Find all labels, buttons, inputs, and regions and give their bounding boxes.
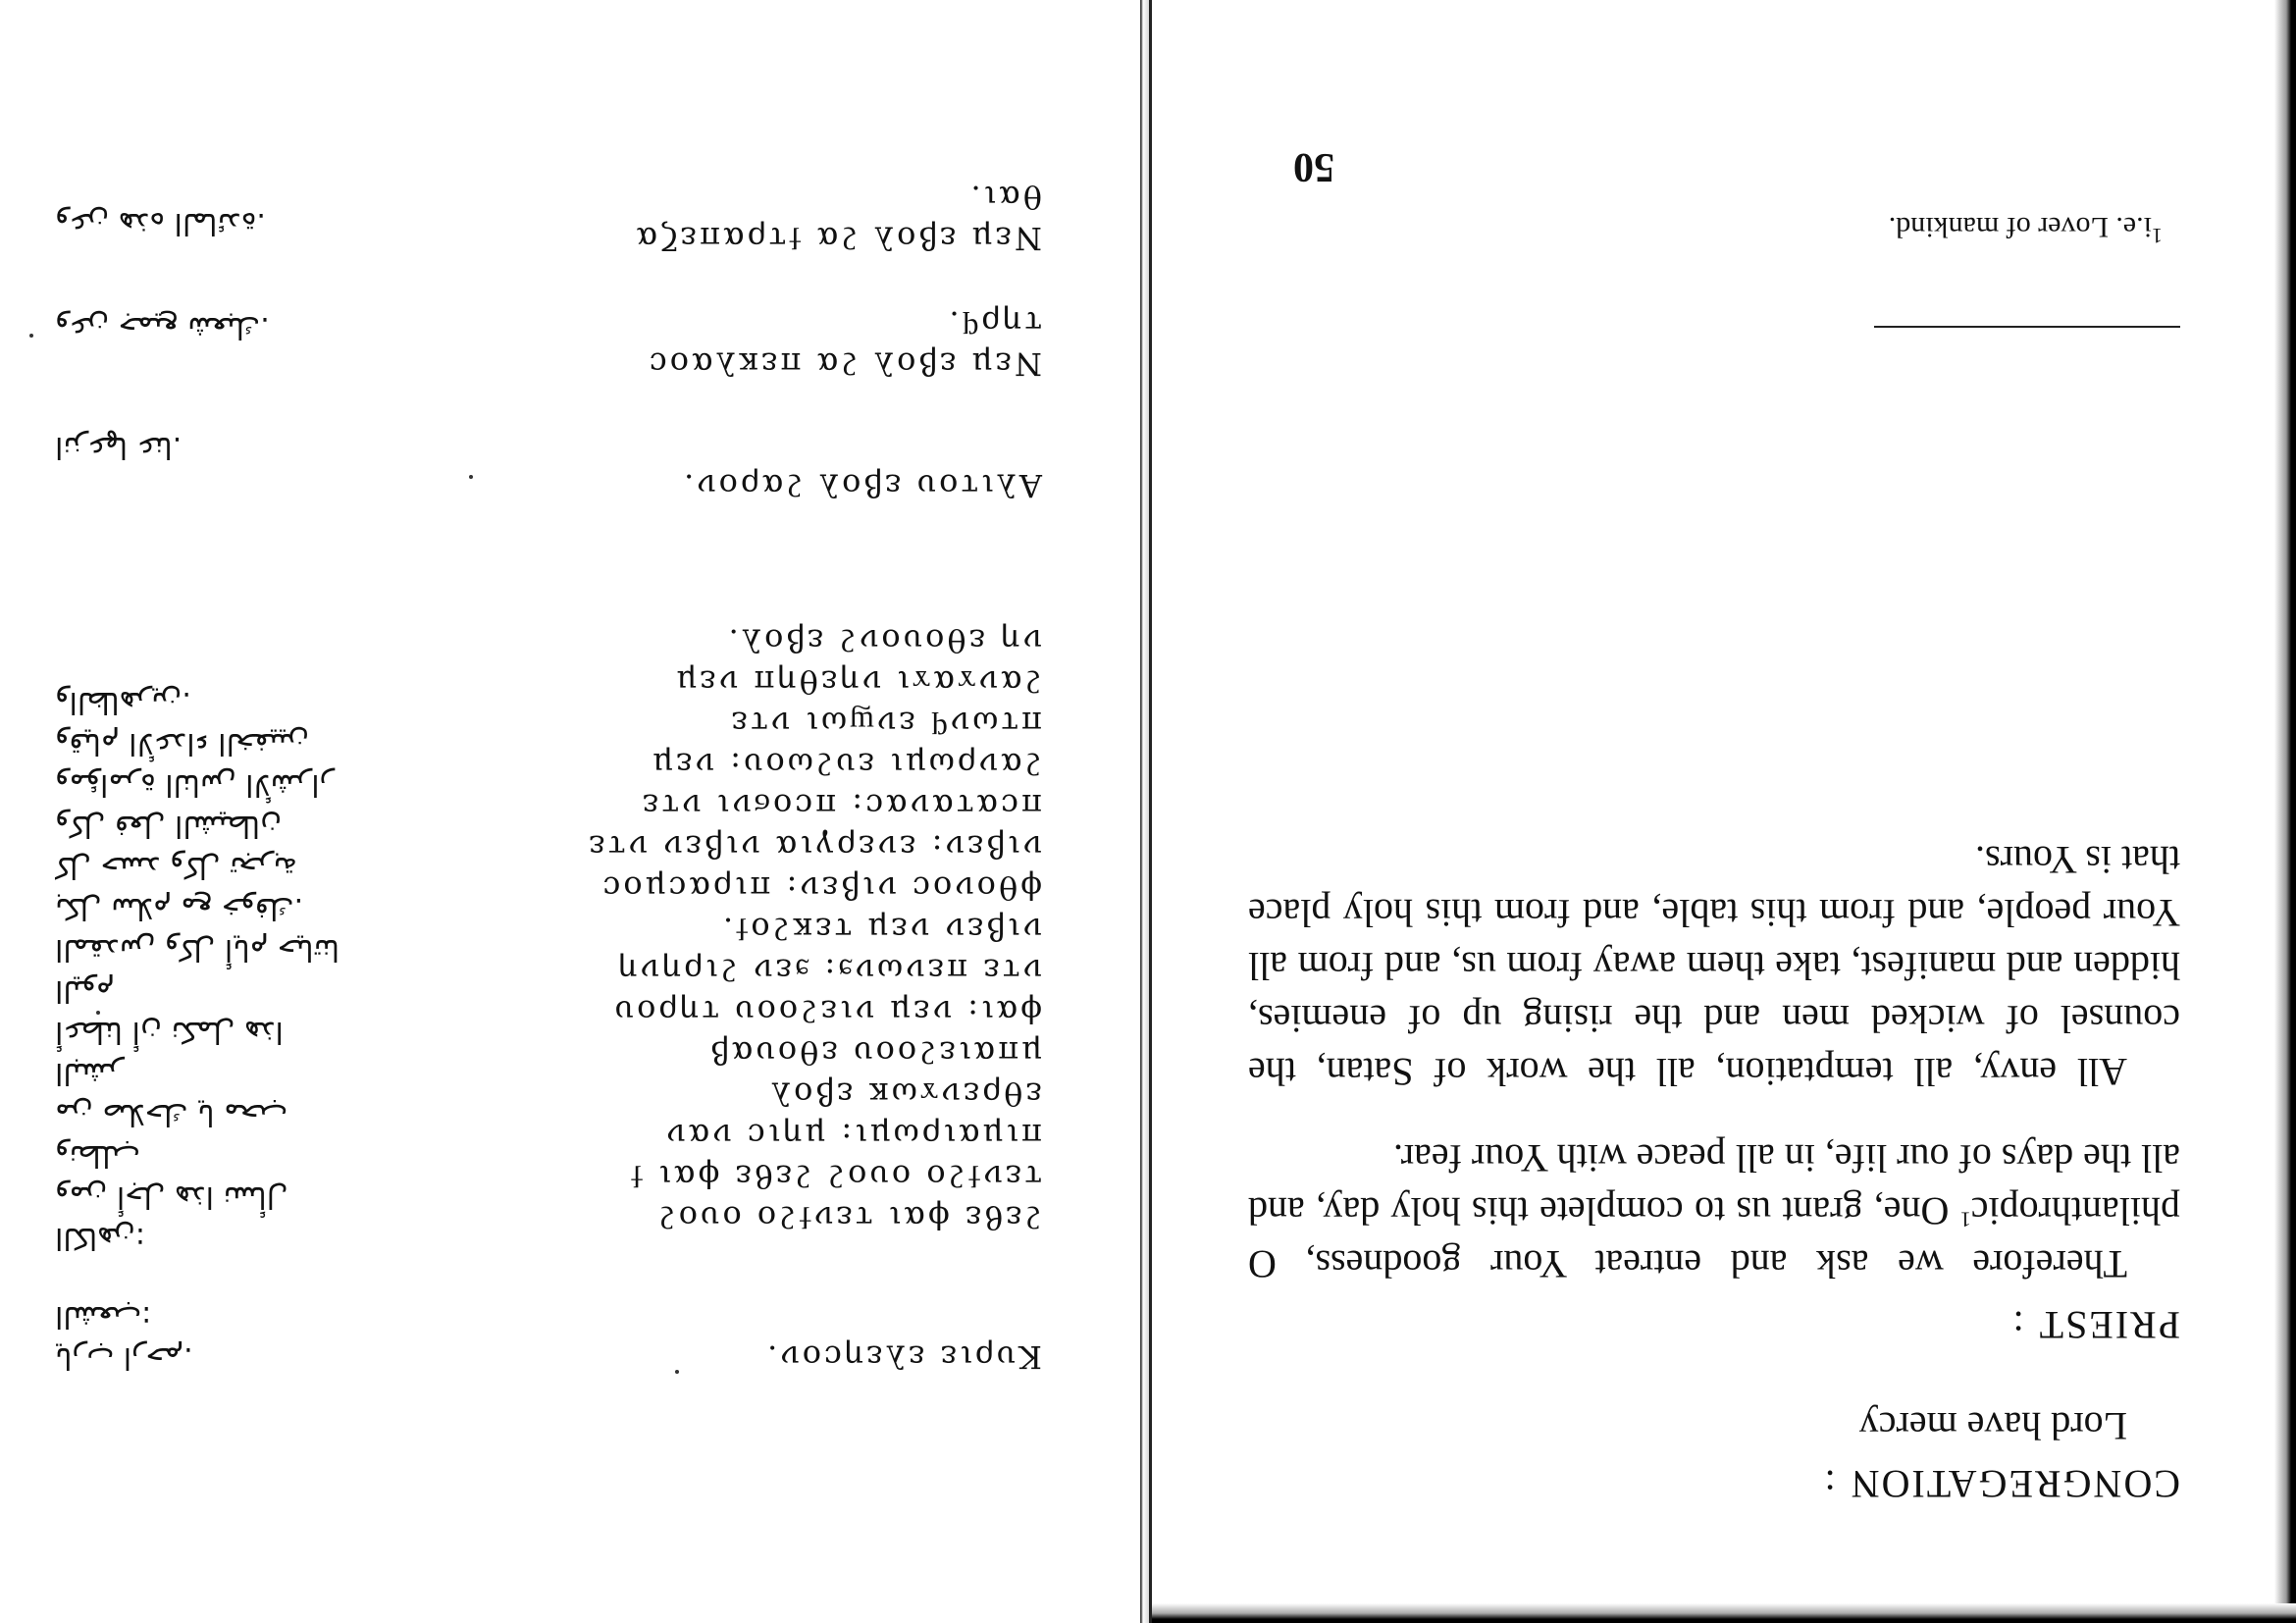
print-speck <box>469 475 473 479</box>
page-top-shadow <box>1148 1603 2296 1623</box>
paragraph-1-start: Therefore we ask and entreat Your goodness, O philanthropic <box>1248 1189 2180 1286</box>
coptic-line: ϩανρωμι ευϩωου: νεμ <box>650 746 1042 783</box>
congregation-response: Lord have mercy <box>1858 1404 2127 1448</box>
english-page <box>1148 0 2296 1623</box>
coptic-block-4 <box>493 302 1042 385</box>
arabic-line: والظاهرين. <box>55 685 191 719</box>
heading-colon: : <box>1822 1462 1836 1506</box>
arabic-line: من صلاحك يا محب البشر <box>55 1056 288 1131</box>
coptic-line: Νεμ εβολ ϩα πεκλαοc <box>646 345 1042 383</box>
print-speck <box>29 334 33 338</box>
arabic-line: وعن جميع شعبك. <box>55 310 270 344</box>
arabic-line: المقدس وكل أيام حياتنا <box>55 932 340 967</box>
priest-paragraph-1 <box>1248 1131 2180 1290</box>
print-speck <box>96 1011 100 1015</box>
arabic-block-5 <box>55 202 349 243</box>
arabic-block-1 <box>55 1295 349 1378</box>
coptic-arabic-page <box>0 0 1140 1623</box>
arabic-line: ومن أجل هذا نسأل ونطلب <box>55 1138 288 1214</box>
priest-paragraph-2: All envy, all temptation, all the work of Satan, the counsel of wicked men and the rising up of enemies, hidden and manifest, take them away from us, and from all Your people, and from this table, and from this holy place that is Yours. <box>1248 838 2180 1094</box>
arabic-line: الكاهن: <box>55 1221 145 1255</box>
heading-colon: : <box>2010 1303 2024 1347</box>
coptic-line: ντε πενωνϧ: ϧεν ϩιρηνη <box>615 952 1042 989</box>
coptic-line: Κυριε ελεηcον. <box>764 1338 1042 1376</box>
book-spine <box>1138 0 1152 1623</box>
coptic-line: πιμαιρωμι: μηιc ναν <box>663 1117 1042 1154</box>
coptic-line: τηρϥ. <box>946 304 1042 341</box>
arabic-block-4 <box>55 306 349 347</box>
english-text-block <box>1248 833 2180 1507</box>
footnote-marker: 1 <box>1959 1207 1971 1232</box>
coptic-block-3 <box>493 465 1042 506</box>
arabic-line: ومؤامرة الناس الأشرار <box>55 767 335 802</box>
arabic-line: وعن هذه المائدة. <box>55 206 266 240</box>
coptic-line: νιβεν: ενεργια νιβεν ντε <box>586 828 1042 865</box>
footnote-number: 1 <box>2152 224 2163 248</box>
footnote-text: i.e. Lover of mankind. <box>1888 211 2152 243</box>
arabic-line: أعطنا أن نكمل هذا اليوم <box>55 973 284 1049</box>
coptic-line: Αλιτου εβολ ϩαρον. <box>681 467 1042 504</box>
arabic-line: انزعها عنا. <box>55 430 183 464</box>
priest-heading-text: PRIEST <box>2037 1303 2180 1347</box>
footnote <box>1888 210 2163 248</box>
coptic-line: πcαταναc: πcοϭνι ντε <box>639 787 1042 824</box>
arabic-line: وكل فعل الشيطان <box>55 809 283 843</box>
congregation-heading-text: CONGREGATION <box>1849 1462 2180 1506</box>
coptic-line: ϩεϐε ϕαι τενϯϩο ουοϩ <box>655 1199 1042 1236</box>
print-speck <box>675 1370 679 1374</box>
coptic-line: νη εθουονϩ εβολ. <box>725 622 1042 659</box>
coptic-line: ϕθονοc νιβεν: πιραcμοc <box>600 869 1042 907</box>
paragraph-1-end: One, grant us to complete this holy day, and all the days of our life, in all peace with Your fear. <box>1248 1136 2180 1233</box>
coptic-block-5 <box>493 177 1042 259</box>
arabic-line: كل حسد وكل تجربة <box>55 850 297 884</box>
priest-heading <box>1248 1302 2180 1348</box>
footnote-rule <box>1874 326 2180 328</box>
coptic-line: εθρενϫωκ εβολ <box>767 1075 1042 1113</box>
arabic-line: يارب ارحم. <box>55 1340 193 1375</box>
congregation-heading <box>1248 1461 2180 1507</box>
arabic-block-2 <box>55 681 349 1258</box>
coptic-line: Νεμ εβολ ϩα ϯτραπεζα <box>633 220 1042 257</box>
arabic-block-3 <box>55 426 349 467</box>
arabic-line: وقيام الأعداء الخفيين <box>55 726 310 760</box>
coptic-line: νιβεν νεμ τεκϩοϯ. <box>719 911 1042 948</box>
coptic-line: πτωνϥ ενϣωι ντε <box>728 705 1042 742</box>
coptic-line: ϩανϫαϫι νηεθηπ νεμ <box>673 663 1042 701</box>
arabic-line: الشعب: <box>55 1299 152 1334</box>
coptic-block-2 <box>493 620 1042 1238</box>
coptic-block-1 <box>493 1336 1042 1378</box>
page-edge-shadow <box>2274 0 2296 1623</box>
coptic-line: ϕαι: νεμ νιεϩοου τηρου <box>611 993 1042 1030</box>
coptic-line: μπαιεϩοου εθουαβ <box>707 1034 1042 1072</box>
coptic-line: θαι. <box>967 179 1042 216</box>
arabic-line: بكل سلام مع خوفك. <box>55 891 304 925</box>
page-number: 50 <box>1293 144 1334 189</box>
coptic-line: τενϯϩο ουοϩ ϩεϐε ϕαι ϯ <box>627 1158 1042 1195</box>
